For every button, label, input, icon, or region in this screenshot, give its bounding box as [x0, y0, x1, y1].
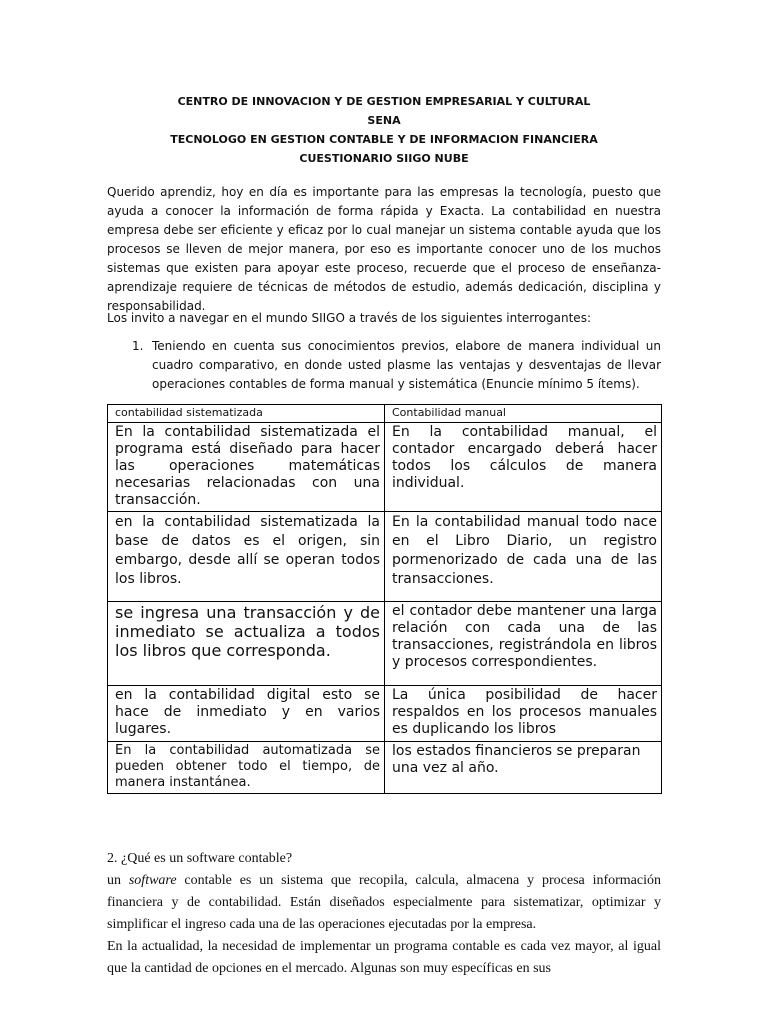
table-row [108, 686, 662, 742]
question-2-paragraph-1 [107, 870, 661, 936]
question-2-paragraph-2: En la actualidad, la necesidad de implementar un programa contable es cada vez mayor, al igual que la cantidad de opciones en el mercado. Algunas son muy específicas en sus [107, 939, 661, 976]
question-1-number: 1. [132, 339, 144, 353]
question-2 [107, 848, 661, 980]
document-header [107, 92, 661, 168]
question-2-title: 2. ¿Qué es un software contable? [107, 851, 293, 866]
q2-p1-software: software [128, 873, 177, 888]
table-row [108, 512, 662, 602]
table-cell: en la contabilidad sistematizada la base de datos es el origen, sin embargo, desde allí se operan todos los libros. [108, 512, 385, 602]
table-cell: en la contabilidad digital esto se hace de inmediato y en varios lugares. [108, 686, 385, 742]
table-row [108, 742, 662, 794]
table-cell: se ingresa una transacción y de inmediato se actualiza a todos los libros que corresponda. [108, 602, 385, 686]
question-1 [107, 337, 661, 394]
table-cell: En la contabilidad automatizada se pueden obtener todo el tiempo, de manera instantánea. [108, 742, 385, 794]
table-header-row [108, 405, 662, 423]
table-cell: el contador debe mantener una larga relación con cada una de las transacciones, registrándola en libros y procesos correspondientes. [385, 602, 662, 686]
header-institution: CENTRO DE INNOVACION Y DE GESTION EMPRESARIAL Y CULTURAL [177, 95, 591, 108]
table-row [108, 423, 662, 512]
intro-paragraph: Querido aprendiz, hoy en día es importante para las empresas la tecnología, puesto que ayuda a conocer la información de forma rápida y Exacta. La contabilidad en nuestra empresa debe ser eficiente y eficaz por lo cual manejar un sistema contable ayuda que los procesos se lleven de mejor manera, por eso es importante conocer uno de los muchos sistemas que existen para apoyar este proceso, recuerde que el proceso de enseñanza- aprendizaje requiere de técnicas de métodos de estudio, además dedicación, disciplina y responsabilidad. [107, 185, 661, 313]
invite-paragraph: Los invito a navegar en el mundo SIIGO a través de los siguientes interrogantes: [107, 311, 591, 325]
table-cell: En la contabilidad manual todo nace en el Libro Diario, un registro pormenorizado de cada una de las transacciones. [385, 512, 662, 602]
table-cell: En la contabilidad manual, el contador encargado deberá hacer todos los cálculos de manera individual. [385, 423, 662, 512]
header-program: TECNOLOGO EN GESTION CONTABLE Y DE INFORMACION FINANCIERA [170, 133, 598, 146]
table-row [108, 602, 662, 686]
comparison-table [107, 404, 662, 794]
q2-p1-lead: un [107, 873, 129, 888]
question-1-text: Teniendo en cuenta sus conocimientos previos, elabore de manera individual un cuadro comparativo, en donde usted plasme las ventajas y desventajas de llevar operaciones contables de forma manual y sistemática (Enuncie mínimo 5 ítems). [152, 339, 661, 391]
table-cell: En la contabilidad sistematizada el programa está diseñado para hacer las operaciones matemáticas necesarias relacionadas con una transacción. [108, 423, 385, 512]
q2-p1-rest: contable es un sistema que recopila, calcula, almacena y procesa información financiera y de contabilidad. Están diseñados especialmente para sistematizar, optimizar y simplificar el ingreso cada una de las operaciones ejecutadas por la empresa. [107, 873, 662, 932]
table-cell: los estados financieros se preparan una vez al año. [385, 742, 662, 794]
header-sena: SENA [367, 114, 401, 127]
table-cell: La única posibilidad de hacer respaldos en los procesos manuales es duplicando los libros [385, 686, 662, 742]
header-systematized: contabilidad sistematizada [108, 405, 385, 423]
header-questionnaire-title: CUESTIONARIO SIIGO NUBE [299, 152, 469, 165]
header-manual: Contabilidad manual [385, 405, 662, 423]
